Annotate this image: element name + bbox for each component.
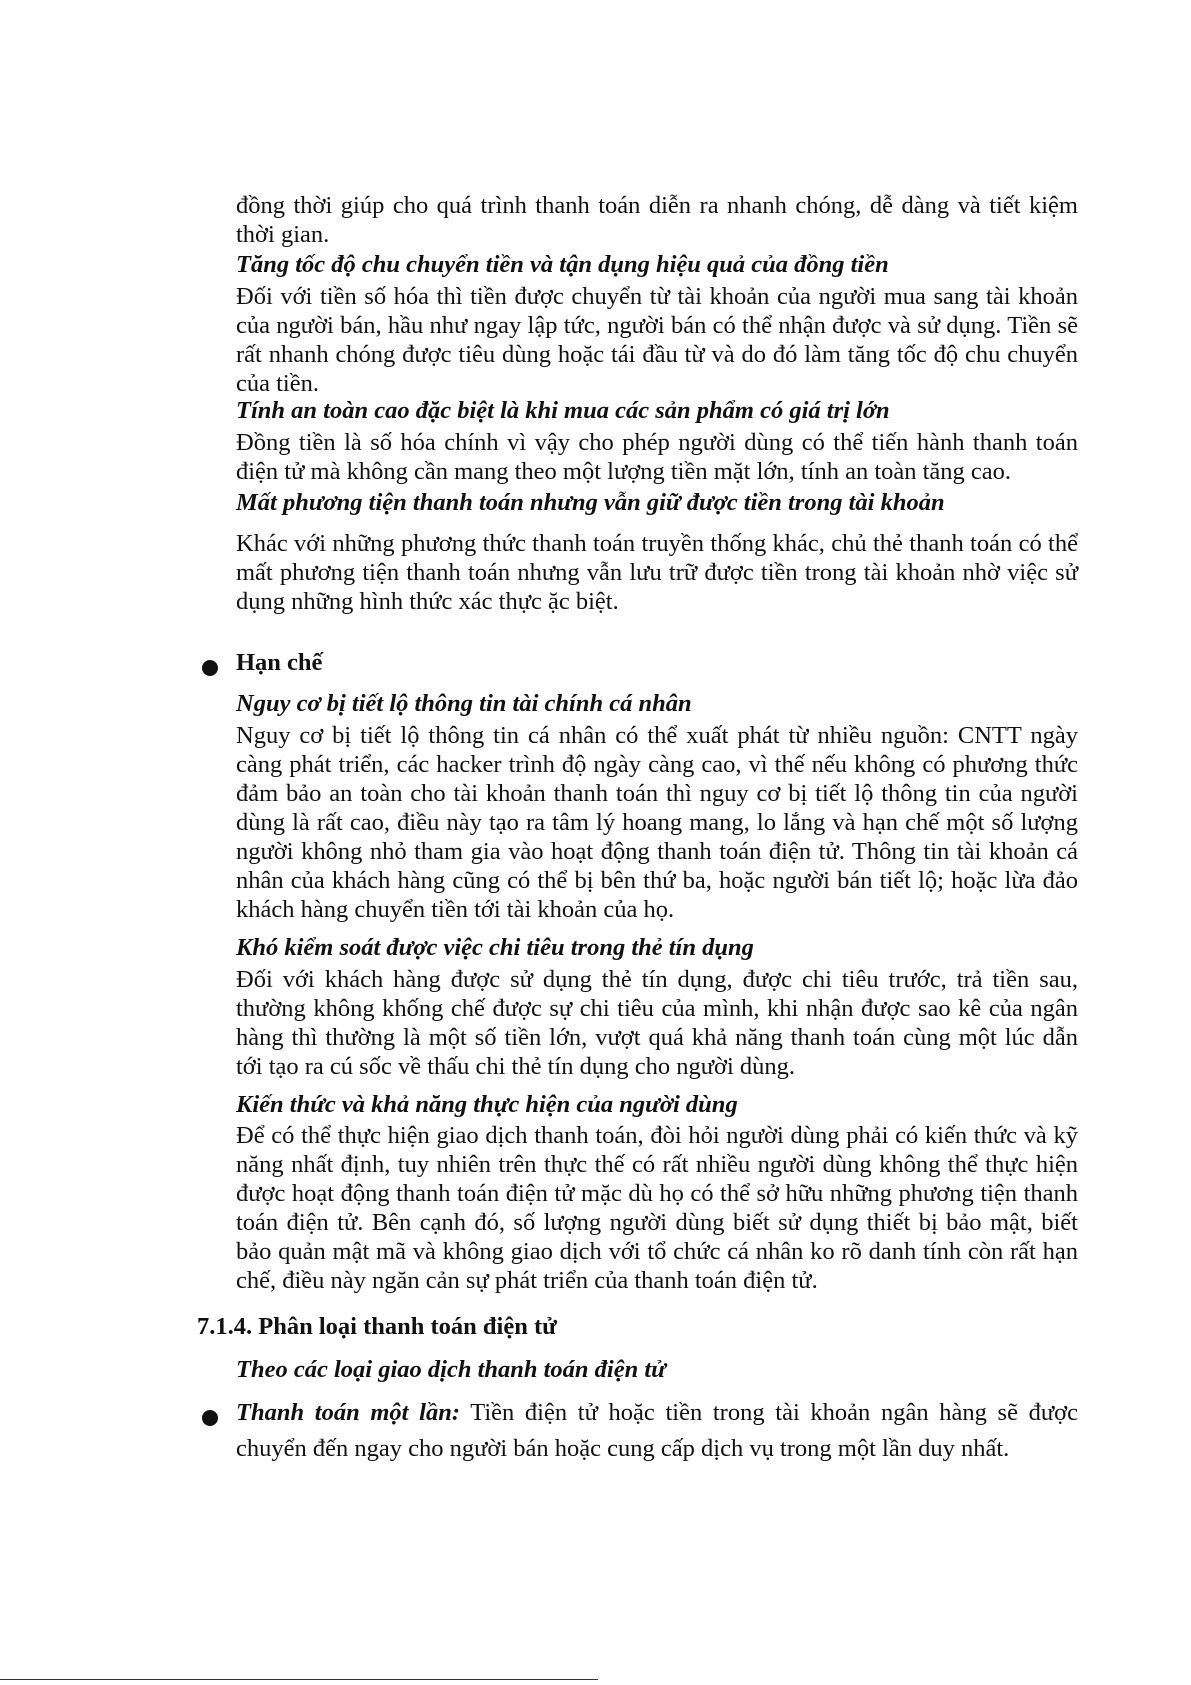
paragraph-credit: Đối với khách hàng được sử dụng thẻ tín dụng, được chi tiêu trước, trả tiền sau, thường không khống chế được sự chi tiêu của mình, khi nhận được sao kê của ngân hàng thì thường là một số tiền lớn, vượt quá khả năng thanh toán cùng một lúc dẫn tới tạo ra cú sốc về thấu chi thẻ tín dụng cho người dùng. — [236, 966, 1078, 1080]
section-title: 7.1.4. Phân loại thanh toán điện tử — [197, 1313, 557, 1340]
paragraph-risk: Nguy cơ bị tiết lộ thông tin cá nhân có thể xuất phát từ nhiều nguồn: CNTT ngày càng phát triển, các hacker trình độ ngày càng cao, vì thế nếu không có phương thức đảm bảo an toàn cho tài khoản thanh toán thì nguy cơ bị tiết lộ thông tin của người dùng là rất cao, điều này tạo ra tâm lý hoang mang, lo lắng và hạn chế một số lượng người không nhỏ tham gia vào hoạt động thanh toán điện tử. Thông tin tài khoản cá nhân của khách hàng cũng có thể bị bên thứ ba, hoặc người bán tiết lộ; hoặc lừa đảo khách hàng chuyển tiền tới tài khoản của họ. — [236, 722, 1078, 923]
bullet-once-text: Tiền điện tử hoặc tiền trong tài khoản ngân hàng sẽ được chuyển đến ngay cho người bán hoặc cung cấp dịch vụ trong một lần duy nhất. — [236, 1399, 1078, 1462]
heading-safety: Tính an toàn cao đặc biệt là khi mua các sản phẩm có giá trị lớn — [236, 397, 890, 424]
paragraph-knowledge: Để có thể thực hiện giao dịch thanh toán, đòi hỏi người dùng phải có kiến thức và kỹ năng nhất định, tuy nhiên trên thực thế có rất nhiều người dùng không thể thực hiện được hoạt động thanh toán điện tử mặc dù họ có thể sở hữu những phương tiện thanh toán điện tử. Bên cạnh đó, số lượng người dùng biết sử dụng thiết bị bảo mật, biết bảo quản mật mã và không giao dịch với tổ chức cá nhân ko rõ danh tính còn rất hạn chế, điều này ngăn cản sự phát triển của thanh toán điện tử. — [236, 1122, 1078, 1294]
bullet-dot-limits — [202, 660, 218, 676]
paragraph-lost-device: Khác với những phương thức thanh toán truyền thống khác, chủ thẻ thanh toán có thể mất phương tiện thanh toán nhưng vẫn lưu trữ được tiền trong tài khoản nhờ việc sử dụng những hình thức xác thực ặc biệt. — [236, 530, 1078, 615]
heading-credit: Khó kiểm soát được việc chi tiêu trong thẻ tín dụng — [236, 934, 754, 961]
heading-speed: Tăng tốc độ chu chuyển tiền và tận dụng hiệu quả của đồng tiền — [236, 251, 889, 278]
heading-knowledge: Kiến thức và khả năng thực hiện của người dùng — [236, 1091, 738, 1118]
heading-lost-device: Mất phương tiện thanh toán nhưng vẫn giữ được tiền trong tài khoản — [236, 489, 945, 516]
heading-types: Theo các loại giao dịch thanh toán điện tử — [236, 1356, 666, 1383]
paragraph-intro: đồng thời giúp cho quá trình thanh toán diễn ra nhanh chóng, dễ dàng và tiết kiệm thời gian. — [236, 192, 1078, 248]
footer-divider — [0, 1679, 598, 1680]
heading-risk: Nguy cơ bị tiết lộ thông tin tài chính cá nhân — [236, 690, 692, 717]
paragraph-safety: Đồng tiền là số hóa chính vì vậy cho phép người dùng có thể tiến hành thanh toán điện tử mà không cần mang theo một lượng tiền mặt lớn, tính an toàn tăng cao. — [236, 429, 1078, 485]
bullet-limits-title: Hạn chế — [236, 649, 323, 676]
bullet-once-label: Thanh toán một lần: — [236, 1399, 460, 1426]
bullet-once-paragraph — [236, 1395, 1078, 1467]
bullet-dot-once — [202, 1410, 218, 1426]
paragraph-speed: Đối với tiền số hóa thì tiền được chuyển từ tài khoản của người mua sang tài khoản của người bán, hầu như ngay lập tức, người bán có thể nhận được và sử dụng. Tiền sẽ rất nhanh chóng được tiêu dùng hoặc tái đầu từ và do đó làm tăng tốc độ chu chuyển của tiền. — [236, 283, 1078, 397]
